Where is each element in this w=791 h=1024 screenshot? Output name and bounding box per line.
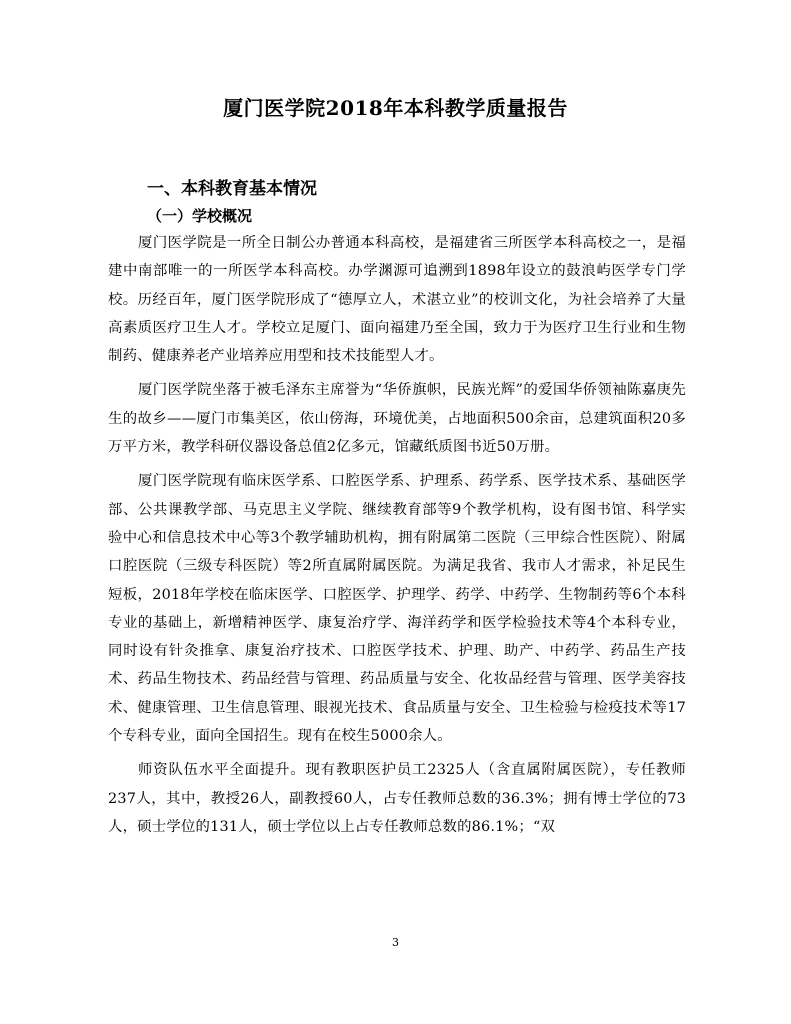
paragraph-school-overview: 厦门医学院是一所全日制公办普通本科高校，是福建省三所医学本科高校之一，是福建中南部唯一的一所医学本科高校。办学渊源可追溯到1898年设立的鼓浪屿医学专门学校。历经百年，厦门医学院形成了“德厚立人，术湛立业”的校训文化，为社会培养了大量高素质医疗卫生人才。学校立足厦门、面向福建乃至全国，致力于为医疗卫生行业和生物制药、健康养老产业培养应用型和技术技能型人才。 bbox=[108, 235, 686, 365]
section-heading: 一、本科教育基本情况 bbox=[147, 179, 317, 199]
body-text bbox=[108, 229, 686, 847]
paragraph-campus-location: 厦门医学院坐落于被毛泽东主席誉为“华侨旗帜，民族光辉”的爱国华侨领袖陈嘉庚先生的故乡——厦门市集美区，依山傍海，环境优美，占地面积500余亩，总建筑面积20多万平方米，教学科研仪器设备总值2亿多元，馆藏纸质图书近50万册。 bbox=[108, 382, 686, 456]
paragraph-departments-majors: 厦门医学院现有临床医学系、口腔医学系、护理系、药学系、医学技术系、基础医学部、公共课教学部、马克思主义学院、继续教育部等9个教学机构，设有图书馆、科学实验中心和信息技术中心等3个教学辅助机构，拥有附属第二医院（三甲综合性医院）、附属口腔医院（三级专科医院）等2所直属附属医院。为满足我省、我市人才需求，补足民生短板，2018年学校在临床医学、口腔医学、护理学、药学、中药学、生物制药等6个本科专业的基础上，新增精神医学、康复治疗学、海洋药学和医学检验技术等4个本科专业，同时设有针灸推拿、康复治疗技术、口腔医学技术、护理、助产、中药学、药品生产技术、药品生物技术、药品经营与管理、药品质量与安全、化妆品经营与管理、医学美容技术、健康管理、卫生信息管理、眼视光技术、食品质量与安全、卫生检验与检疫技术等17个专科专业，面向全国招生。现有在校生5000余人。 bbox=[108, 473, 686, 745]
report-title: 厦门医学院2018年本科教学质量报告 bbox=[223, 96, 568, 120]
page-number: 3 bbox=[392, 936, 399, 949]
subsection-heading: （一）学校概况 bbox=[147, 207, 253, 225]
paragraph-faculty: 师资队伍水平全面提升。现有教职医护员工2325人（含直属附属医院），专任教师237人，其中，教授26人，副教授60人，占专任教师总数的36.3%；拥有博士学位的73人，硕士学位的131人，硕士学位以上占专任教师总数的86.1%；“双 bbox=[108, 762, 686, 835]
